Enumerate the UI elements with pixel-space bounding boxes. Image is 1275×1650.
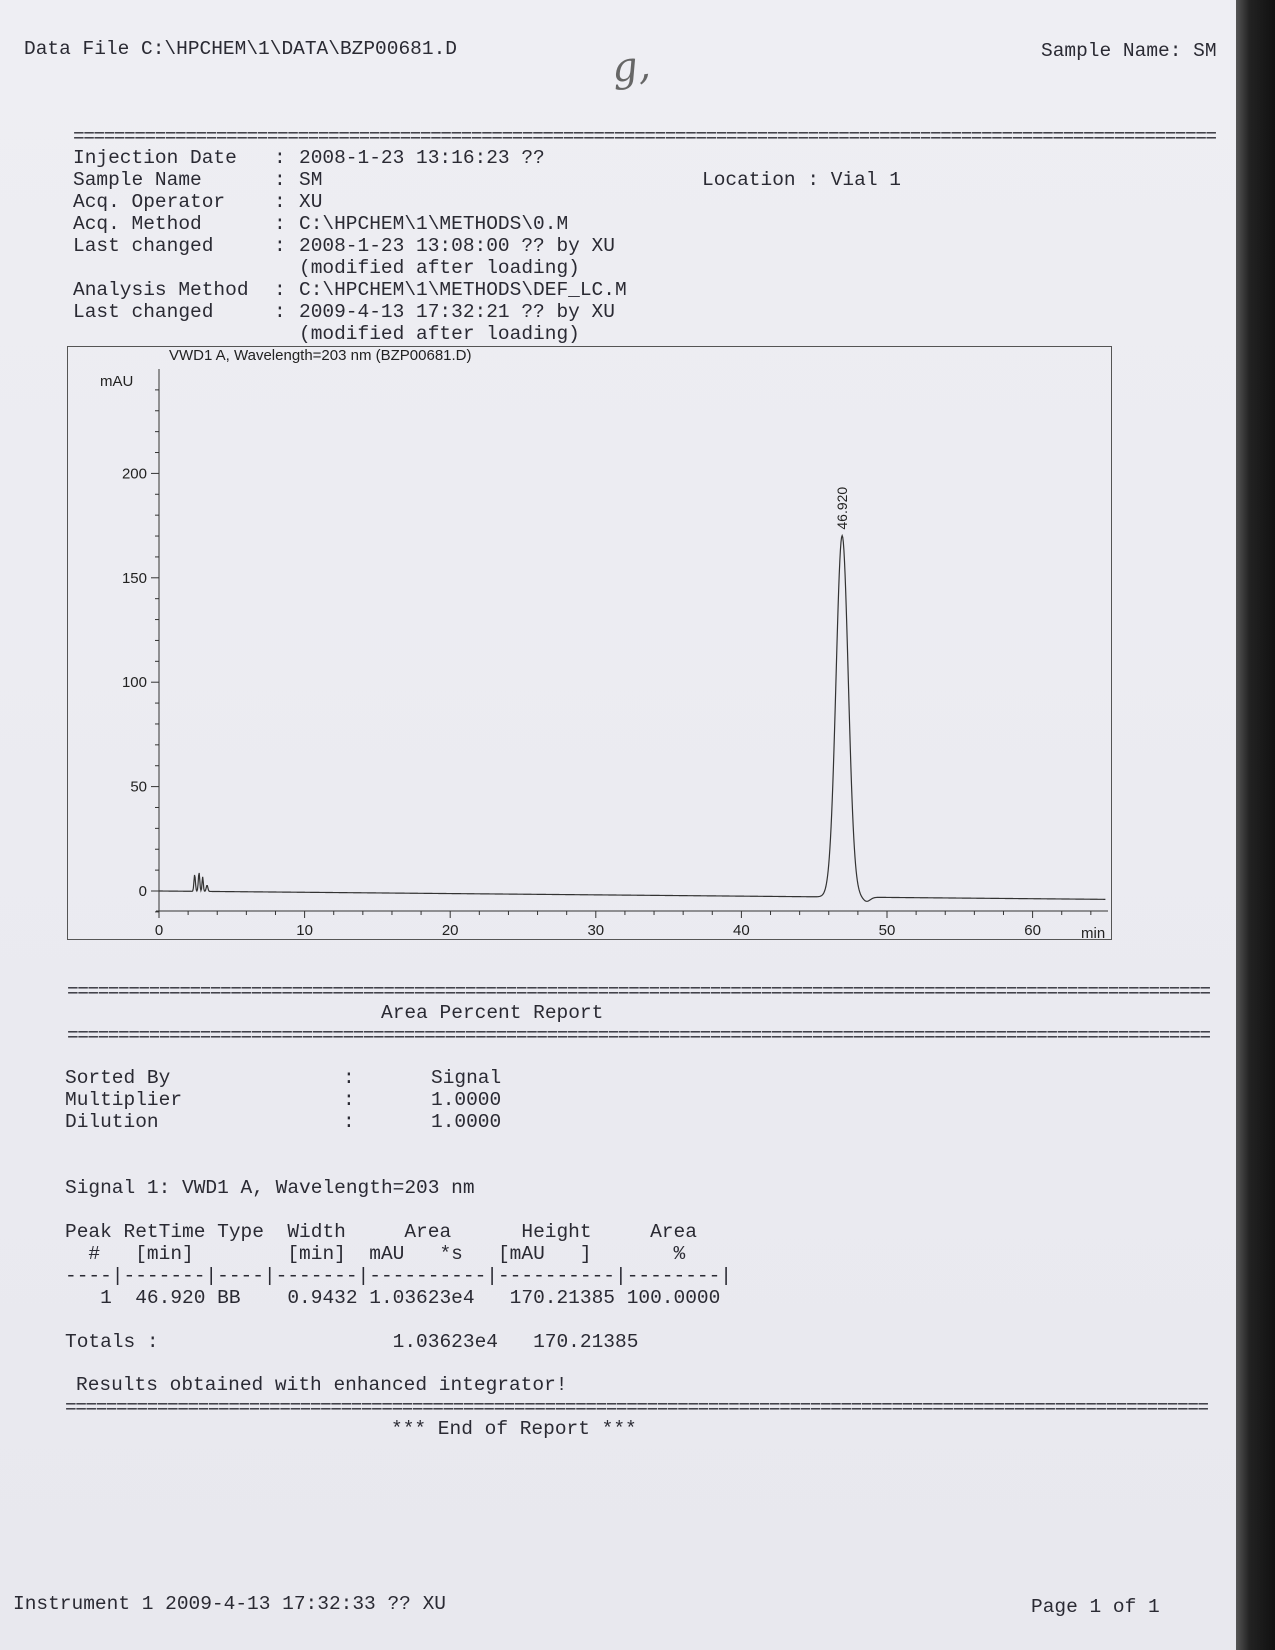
header-sample-name: Sample Name: SM <box>1041 40 1217 62</box>
setting-value: Signal <box>431 1067 502 1089</box>
chromatogram-frame <box>67 346 1112 940</box>
setting-value: 1.0000 <box>431 1089 502 1111</box>
y-tick-label: 150 <box>121 569 147 587</box>
info-value: 2009-4-13 17:32:21 ?? by XU <box>299 301 615 323</box>
y-tick-label: 200 <box>121 465 147 483</box>
peak-table-header-1: Peak RetTime Type Width Area Height Area <box>65 1221 697 1243</box>
y-tick-label: 0 <box>138 883 147 900</box>
peak-table-header-2: # [min] [min] mAU *s [mAU ] % <box>65 1243 686 1265</box>
chart-title: VWD1 A, Wavelength=203 nm (BZP00681.D) <box>169 347 472 364</box>
setting-key: Dilution <box>65 1111 159 1133</box>
info-key: Acq. Operator <box>73 191 226 213</box>
info-row <box>73 257 693 279</box>
scan-edge <box>1236 0 1275 1650</box>
table-row: 1 46.920 BB 0.9432 1.03623e4 170.21385 100.0000 <box>65 1287 721 1309</box>
x-tick-label: 10 <box>296 922 313 939</box>
info-key: Acq. Method <box>73 213 202 235</box>
info-value: 2008-1-23 13:08:00 ?? by XU <box>299 235 615 257</box>
separator-end: ================================================================================================================ <box>65 1397 1208 1419</box>
info-key: Sample Name <box>73 169 202 191</box>
info-row: Acq. Operator : XU <box>73 191 323 213</box>
integrator-note: Results obtained with enhanced integrator! <box>76 1374 568 1396</box>
peak-label: 46.920 <box>834 486 851 530</box>
setting-row: Multiplier : 1.0000 <box>65 1089 502 1111</box>
info-value: (modified after loading) <box>299 323 580 345</box>
data-file-path: Data File C:\HPCHEM\1\DATA\BZP00681.D <box>24 38 457 60</box>
peak-labels <box>834 487 850 530</box>
footer-instrument: Instrument 1 2009-4-13 17:32:33 ?? XU <box>13 1593 446 1615</box>
chart-ticks <box>122 390 1091 939</box>
info-value: SM <box>299 169 323 191</box>
x-tick-label: 40 <box>733 922 750 939</box>
info-key: Injection Date <box>73 147 237 169</box>
info-value: C:\HPCHEM\1\METHODS\0.M <box>299 213 569 235</box>
peak-table-divider: ----|-------|----|-------|----------|----------|--------| <box>65 1265 733 1287</box>
info-key: Last changed <box>73 301 214 323</box>
setting-key: Sorted By <box>65 1067 171 1089</box>
info-value: C:\HPCHEM\1\METHODS\DEF_LC.M <box>299 279 627 301</box>
y-axis-label: mAU <box>100 373 134 390</box>
info-row: Injection Date : 2008-1-23 13:16:23 ?? <box>73 147 545 169</box>
chart-axes <box>156 369 1108 911</box>
x-axis-label: min <box>1081 925 1106 942</box>
setting-value: 1.0000 <box>431 1111 502 1133</box>
setting-row: Sorted By : Signal <box>65 1067 502 1089</box>
x-tick-label: 20 <box>441 922 459 939</box>
info-value: (modified after loading) <box>299 257 580 279</box>
trace-layer <box>159 536 1105 902</box>
x-tick-label: 60 <box>1024 922 1041 939</box>
setting-key: Multiplier <box>65 1089 183 1111</box>
x-tick-label: 30 <box>587 922 605 939</box>
chromatogram <box>68 347 1111 942</box>
info-row: Last changed : 2009-4-13 17:32:21 ?? by XU <box>73 301 615 323</box>
info-value: 2008-1-23 13:16:23 ?? <box>299 147 545 169</box>
signal-trace <box>159 536 1105 902</box>
injection-info <box>73 147 693 345</box>
info-row: Acq. Method : C:\HPCHEM\1\METHODS\0.M <box>73 213 569 235</box>
x-tick-label: 50 <box>878 922 896 939</box>
footer-page-number: Page 1 of 1 <box>1031 1596 1160 1618</box>
info-row: Last changed : 2008-1-23 13:08:00 ?? by XU <box>73 235 615 257</box>
separator-report-bottom: ================================================================================================================ <box>67 1025 1210 1047</box>
separator-report-top: ================================================================================================================ <box>67 981 1210 1003</box>
info-key: Last changed <box>73 235 214 257</box>
report-title: Area Percent Report <box>381 1002 604 1024</box>
info-value: XU <box>299 191 323 213</box>
report-settings <box>65 1067 565 1133</box>
vial-location: Location : Vial 1 <box>702 169 901 191</box>
end-of-report: *** End of Report *** <box>391 1418 637 1440</box>
totals-row: Totals : 1.03623e4 170.21385 <box>65 1331 639 1353</box>
y-tick-label: 100 <box>121 674 147 692</box>
signal-label: Signal 1: VWD1 A, Wavelength=203 nm <box>65 1177 475 1199</box>
info-row <box>73 323 693 345</box>
separator-top: ================================================================================================================ <box>73 126 1216 148</box>
handwritten-mark: g, <box>609 42 653 92</box>
info-row: Analysis Method : C:\HPCHEM\1\METHODS\DEF_LC.M <box>73 279 627 301</box>
setting-row: Dilution : 1.0000 <box>65 1111 502 1133</box>
info-row: Sample Name : SM <box>73 169 323 191</box>
x-tick-label: 0 <box>154 922 164 939</box>
y-tick-label: 50 <box>130 778 147 796</box>
info-key: Analysis Method <box>73 279 249 301</box>
